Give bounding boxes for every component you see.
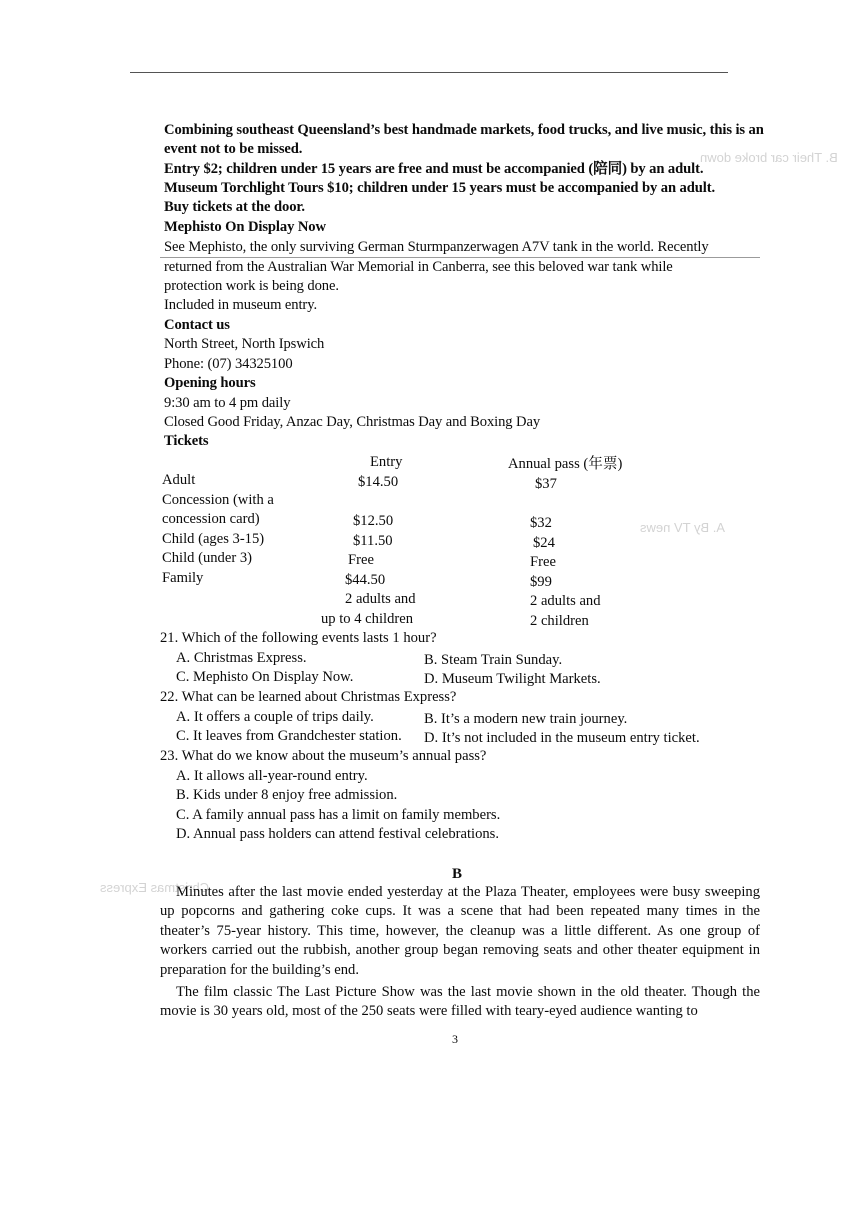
tickets-header-entry: Entry [370,454,403,470]
passage-paragraph: The film classic The Last Picture Show was the last movie shown in the old theater. Though the movie is 30 years old, most of the 250 seats were filled with teary-eyed audience wanting to [160,984,760,1020]
hours-line: Closed Good Friday, Anzac Day, Christmas Day and Boxing Day [164,414,541,430]
header-rule [130,72,728,73]
page-number: 3 [452,1032,458,1046]
ticket-annual-price: $24 [533,535,555,551]
ticket-entry-price: Free [348,552,374,568]
ticket-annual-price: $37 [535,476,557,492]
question-option: B. Kids under 8 enjoy free admission. [176,787,398,803]
question-stem: 23. What do we know about the museum’s annual pass? [160,748,487,764]
ticket-annual-note: 2 adults and [530,593,601,609]
question-option: D. It’s not included in the museum entry ticket. [424,730,700,746]
ticket-entry-note: up to 4 children [321,611,414,627]
mephisto-line: protection work is being done. [164,278,339,294]
notice-line: Buy tickets at the door. [164,199,305,215]
question-option: C. It leaves from Grandchester station. [176,728,402,744]
question-stem: 22. What can be learned about Christmas Express? [160,689,457,705]
ticket-label: concession card) [162,511,260,527]
question-option: A. Christmas Express. [176,650,307,666]
question-option: B. It’s a modern new train journey. [424,711,628,727]
mephisto-line: Included in museum entry. [164,297,317,313]
contact-heading: Contact us [164,317,230,333]
mephisto-line: returned from the Australian War Memorial in Canberra, see this beloved war tank while [164,259,673,275]
mephisto-heading: Mephisto On Display Now [164,219,326,235]
ticket-entry-price: $44.50 [345,572,386,588]
contact-line: North Street, North Ipswich [164,336,325,352]
ticket-annual-price: $99 [530,574,552,590]
ticket-annual-price: $32 [530,515,552,531]
question-option: D. Museum Twilight Markets. [424,671,601,687]
question-option: C. Mephisto On Display Now. [176,669,354,685]
question-option: D. Annual pass holders can attend festival celebrations. [176,826,499,842]
notice-line: Entry $2; children under 15 years are free and must be accompanied (陪同) by an adult. [164,161,704,177]
ticket-label: Concession (with a [162,492,274,508]
ticket-annual-note: 2 children [530,613,589,629]
question-option: A. It offers a couple of trips daily. [176,709,374,725]
tickets-heading: Tickets [164,433,209,449]
ticket-entry-price: $12.50 [353,513,394,529]
ticket-annual-price: Free [530,554,556,570]
passage-paragraph: Minutes after the last movie ended yesterday at the Plaza Theater, employees were busy sweeping up popcorns and gathering coke cups. It was a scene that had been repeated many times in the theater’s 75-year history. This time, however, the cleanup was a little different. As one group of workers carried out the rubbish, another group began removing seats and other theater equipment in preparation for the building’s end. [160,884,760,978]
notice-line: Combining southeast Queensland’s best handmade markets, food trucks, and live music, this is an [164,122,764,138]
ticket-entry-price: $14.50 [358,474,399,490]
question-option: B. Steam Train Sunday. [424,652,563,668]
question-stem: 21. Which of the following events lasts 1 hour? [160,630,437,646]
ticket-entry-price: $11.50 [353,533,393,549]
bleed-through-text: A. By TV news [640,520,726,535]
question-option: A. It allows all-year-round entry. [176,768,368,784]
hours-line: 9:30 am to 4 pm daily [164,395,291,411]
bleed-through-text: Christmas Express [100,880,210,895]
section-letter: B [452,866,463,882]
hours-heading: Opening hours [164,375,256,391]
mephisto-line: See Mephisto, the only surviving German Sturmpanzerwagen A7V tank in the world. Recently [164,239,709,255]
ticket-label: Family [162,570,204,586]
ticket-label: Child (ages 3-15) [162,531,265,547]
notice-line: Museum Torchlight Tours $10; children under 15 years must be accompanied by an adult. [164,180,716,196]
bleed-through-text: B. Their car broke down [700,150,838,165]
notice-line: event not to be missed. [164,141,303,157]
tickets-header-annual: Annual pass (年票) [508,456,623,472]
ticket-entry-note: 2 adults and [345,591,416,607]
ticket-label: Child (under 3) [162,550,252,566]
question-option: C. A family annual pass has a limit on family members. [176,807,501,823]
ticket-label: Adult [162,472,196,488]
contact-line: Phone: (07) 34325100 [164,356,293,372]
